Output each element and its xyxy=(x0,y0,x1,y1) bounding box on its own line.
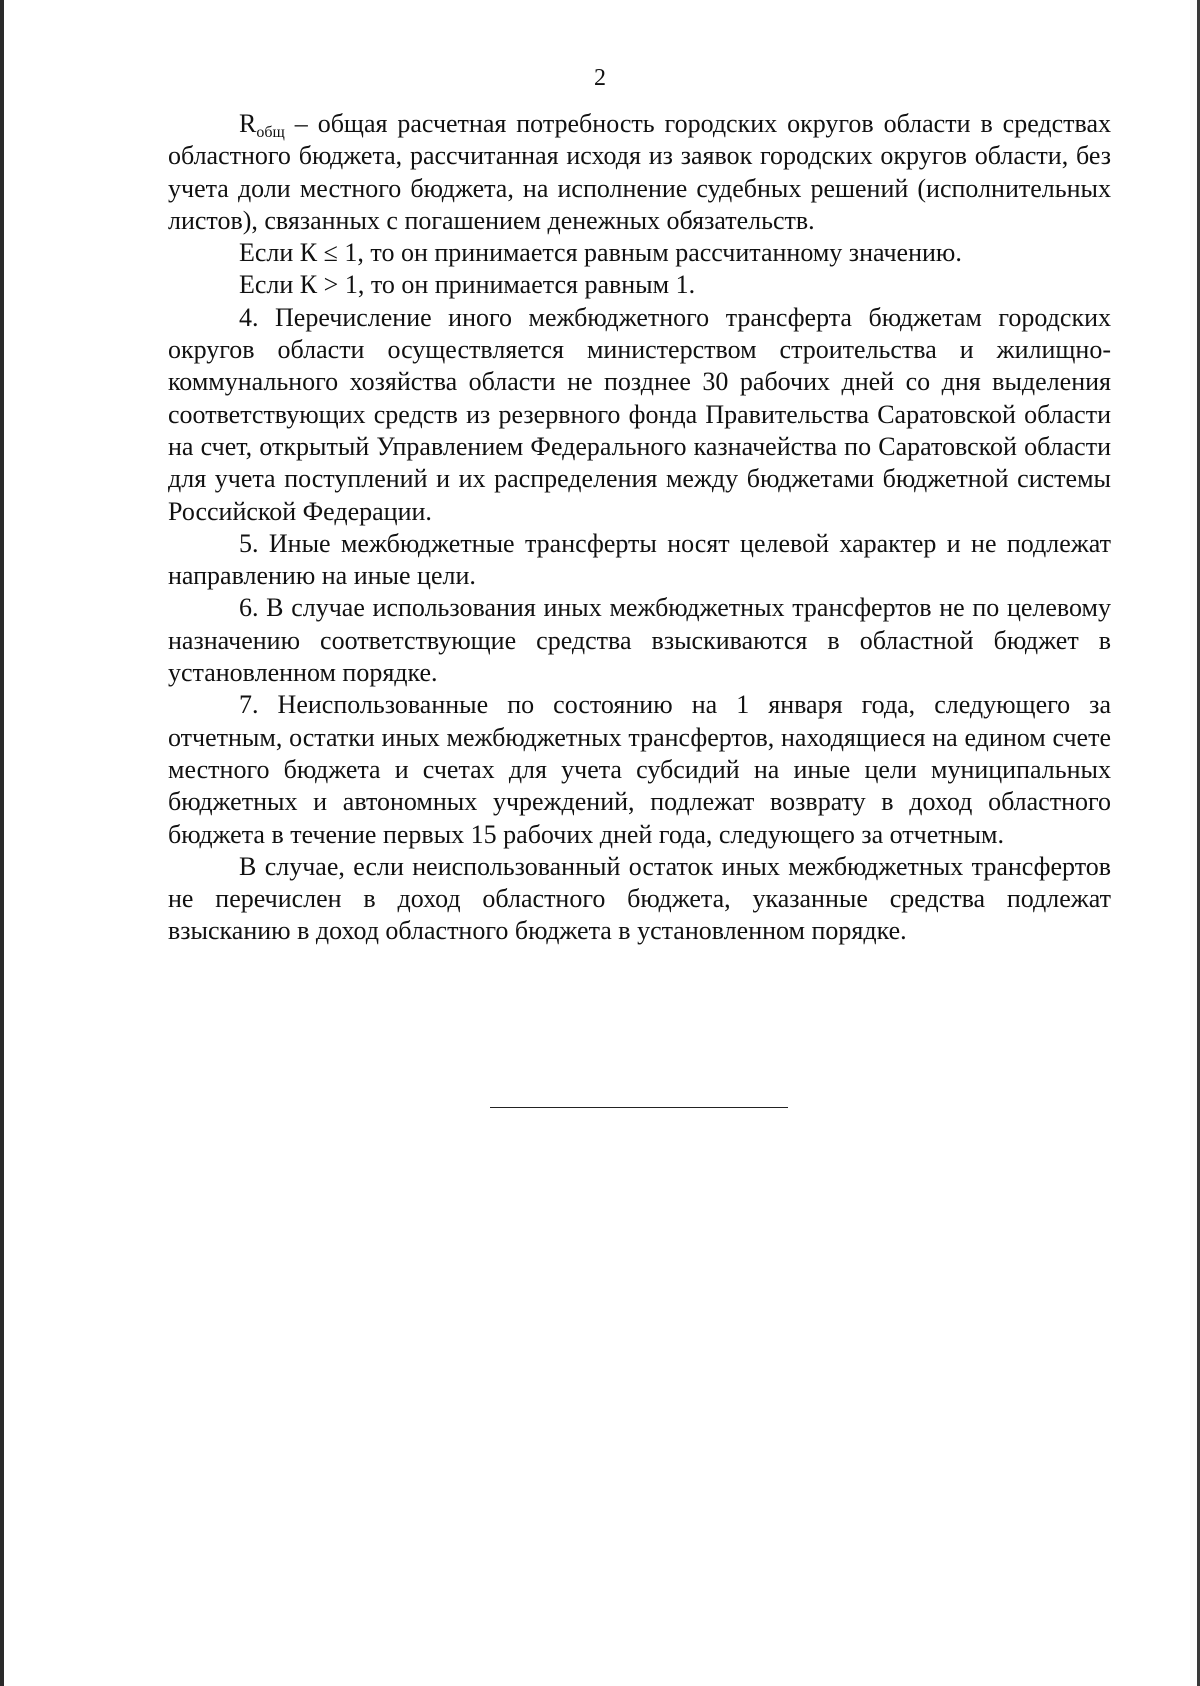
page-number: 2 xyxy=(594,65,606,91)
paragraph-r-definition xyxy=(168,108,1111,237)
paragraph-k-gt-1: Если К > 1, то он принимается равным 1. xyxy=(239,270,696,300)
definition-text: – общая расчетная потребность городских округов области в средствах областного бюджета, рассчитанная исходя из заявок городских округов области, без учета доли местного бюджета, на исполнение судебных решений (исполнительных листов), связанных с погашением денежных обязательств. xyxy=(168,109,1111,235)
document-body xyxy=(168,108,1111,948)
formula-subscript: общ xyxy=(256,124,285,141)
paragraph-item-5: 5. Иные межбюджетные трансферты носят целевой характер и не подлежат направлению на иные цели. xyxy=(168,528,1111,591)
paragraph-item-6: 6. В случае использования иных межбюджетных трансфертов не по целевому назначению соответствующие средства взыскиваются в областной бюджет в установленном порядке. xyxy=(168,593,1111,688)
paragraph-item-4: 4. Перечисление иного межбюджетного трансферта бюджетам городских округов области осуществляется министерством строительства и жилищно-коммунального хозяйства области не позднее 30 рабочих дней со дня выделения соответствующих средств из резервного фонда Правительства Саратовской области на счет, открытый Управлением Федерального казначейства по Саратовской области для учета поступлений и их распределения между бюджетами бюджетной системы Российской Федерации. xyxy=(168,302,1111,526)
paragraph-item-7: 7. Неиспользованные по состоянию на 1 января года, следующего за отчетным, остатки иных межбюджетных трансфертов, находящиеся на едином счете местного бюджета и счетах для учета субсидий на иные цели муниципальных бюджетных и автономных учреждений, подлежат возврату в доход областного бюджета в течение первых 15 рабочих дней года, следующего за отчетным. xyxy=(168,690,1111,849)
end-of-document-rule xyxy=(490,1107,788,1108)
formula-symbol: R xyxy=(239,109,257,138)
scan-edge-left xyxy=(0,0,4,1686)
paragraph-k-le-1: Если К ≤ 1, то он принимается равным рассчитанному значению. xyxy=(239,238,962,268)
paragraph-unused-balance: В случае, если неиспользованный остаток иных межбюджетных трансфертов не перечислен в доход областного бюджета, указанные средства подлежат взысканию в доход областного бюджета в установленном порядке. xyxy=(168,851,1111,946)
